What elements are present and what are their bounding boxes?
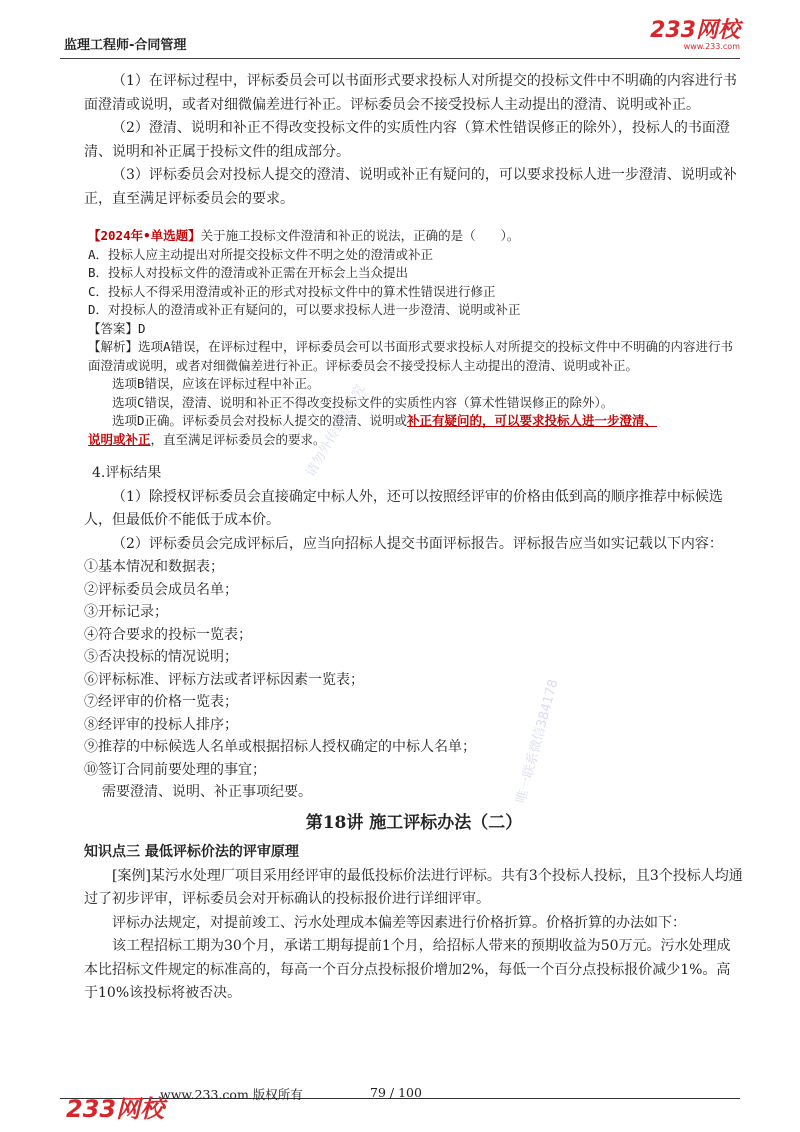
question-stem-line	[88, 227, 744, 246]
list-item: ⑤否决投标的情况说明；	[84, 649, 238, 665]
analysis-b: 选项B错误，应该在评标过程中补正。	[112, 376, 320, 391]
paragraph: （2）澄清、说明和补正不得改变投标文件的实质性内容（算术性错误修正的除外），投标人的书面澄清、说明和补正属于投标文件的组成部分。	[84, 120, 730, 160]
list-item: ⑦经评审的价格一览表；	[84, 694, 238, 710]
analysis-d-cont	[88, 431, 744, 450]
page-header	[60, 20, 740, 59]
page-body	[84, 70, 744, 1006]
question-tag: 【2024年•单选题】	[88, 228, 201, 243]
section-title: 4.评标结果	[92, 465, 162, 481]
analysis-d-highlight: 补正有疑问的，可以要求投标人进一步澄清、	[407, 413, 658, 428]
question-stem: 关于施工投标文件澄清和补正的说法，正确的是（ ）。	[200, 228, 520, 243]
case-paragraph: 评标办法规定，对提前竣工、污水处理成本偏差等因素进行价格折算。价格折算的办法如下：	[112, 914, 686, 931]
list-item: ⑥评标标准、评标方法或者评标因素一览表；	[84, 671, 364, 688]
watermark: 请勿外传盗版必究	[303, 381, 369, 480]
option-d: D．对投标人的澄清或补正有疑问的，可以要求投标人进一步澄清、说明或补正	[88, 302, 521, 317]
exam-question	[88, 227, 744, 449]
analysis-a: 【解析】选项A错误，在评标过程中，评标委员会可以书面形式要求投标人对所提交的投标文件中不明确的内容进行书面澄清或说明，或者对细微偏差进行补正。评标委员会不接受投标人主动提出的澄清、说明或补正。	[88, 339, 734, 373]
list-item-tail: 需要澄清、说明、补正事项纪要。	[102, 784, 312, 800]
copyright-text: www.233.com 版权所有	[160, 1087, 303, 1102]
analysis-c: 选项C错误，澄清、说明和补正不得改变投标文件的实质性内容（算术性错误修正的除外）。	[112, 394, 614, 410]
option-a: A．投标人应主动提出对所提交投标文件不明之处的澄清或补正	[88, 246, 434, 262]
list-item: ①基本情况和数据表；	[84, 559, 224, 575]
logo-url: www.233.com	[683, 42, 740, 51]
analysis-d	[88, 412, 744, 431]
list-item: ②评标委员会成员名单；	[84, 581, 238, 598]
course-title: 监理工程师-合同管理	[64, 38, 187, 53]
case-paragraph: [案例]某污水处理厂项目采用经评审的最低投标价法进行评标。共有3个投标人投标，且3个投标人均通过了初步评审，评标委员会对开标确认的投标报价进行详细评审。	[84, 867, 743, 907]
list-item: ④符合要求的投标一览表；	[84, 626, 252, 643]
case-paragraph: 该工程招标工期为30个月，承诺工期每提前1个月，给招标人带来的预期收益为50万元。污水处理成本比招标文件规定的标准高的，每高一个百分点投标报价增加2%，每低一个百分点投标报价减少1%。高于10%该投标将被否决。	[84, 938, 731, 1001]
paragraph: （1）在评标过程中，评标委员会可以书面形式要求投标人对所提交的投标文件中不明确的内容进行书面澄清或说明，或者对细微偏差进行补正。评标委员会不接受投标人主动提出的澄清、说明或补正。	[84, 73, 737, 113]
list-item: ⑧经评审的投标人排序；	[84, 716, 238, 733]
list-item: ⑨推荐的中标候选人名单或根据招标人授权确定的中标人名单；	[84, 739, 476, 755]
option-b: B．投标人对投标文件的澄清或补正需在开标会上当众提出	[88, 265, 409, 280]
report-contents-list	[84, 556, 744, 804]
analysis-d-tail: ，直至满足评标委员会的要求。	[150, 431, 326, 447]
page-number: 79 / 100	[370, 1085, 422, 1100]
list-item: ③开标记录；	[84, 604, 168, 620]
knowledge-point-title: 知识点三 最低评标价法的评审原理	[84, 844, 299, 860]
paragraph: （2）评标委员会完成评标后，应当向招标人提交书面评标报告。评标报告应当如实记载以下内容：	[112, 535, 723, 552]
list-item: ⑩签订合同前要处理的事宜；	[84, 761, 266, 778]
watermark: 唯一联系微信384178	[513, 677, 562, 805]
option-c: C．投标人不得采用澄清或补正的形式对投标文件中的算术性错误进行修正	[88, 283, 496, 299]
paragraph: （1）除授权评标委员会直接确定中标人外，还可以按照经评审的价格由低到高的顺序推荐中标候选人，但最低价不能低于成本价。	[84, 488, 723, 528]
chapter-title: 第18讲 施工评标办法（二）	[305, 812, 523, 833]
footer-logo: 233网校	[66, 1095, 165, 1123]
brand-logo	[650, 20, 740, 51]
page-footer	[60, 1085, 740, 1125]
analysis-d-text: 选项D正确。评标委员会对投标人提交的澄清、说明或	[112, 413, 408, 428]
paragraph: （3）评标委员会对投标人提交的澄清、说明或补正有疑问的，可以要求投标人进一步澄清、说明或补正，直至满足评标委员会的要求。	[84, 167, 737, 207]
answer: 【答案】D	[88, 320, 146, 336]
analysis-d-highlight-2: 说明或补正	[88, 431, 151, 447]
logo-mark: 233网校	[650, 18, 740, 43]
